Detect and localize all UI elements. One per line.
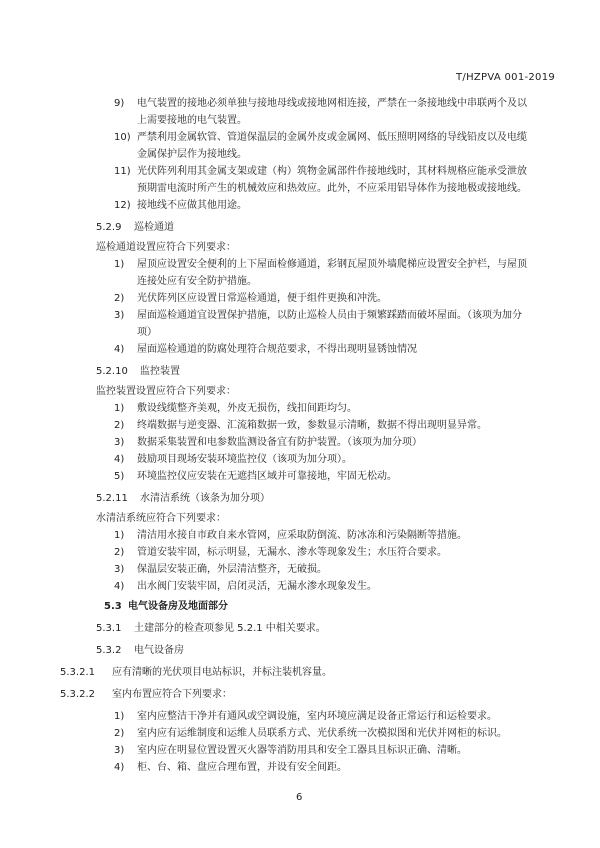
list-item-number: 11) (114, 166, 131, 177)
section-title: 电气设备房及地面部分 (128, 601, 228, 612)
list-item-text: 清洁用水接自市政自来水管网，应采取防倒流、防冰冻和污染隔断等措施。 (137, 530, 467, 541)
list-item-number: 12) (114, 200, 131, 211)
document-code: T/HZPVA 001-2019 (456, 72, 556, 83)
section-title: 电气设备房 (134, 645, 184, 656)
section-number: 5.3 (104, 601, 122, 612)
section-number: 5.2.9 (96, 222, 122, 233)
list-item-text: 上需要接地的电气装置。 (137, 115, 247, 126)
section-number: 5.3.2 (96, 645, 122, 656)
list-item-text: 连接处应有安全防护措施。 (137, 276, 257, 287)
section-number: 5.3.2.2 (60, 689, 95, 700)
list-item-text: 屋面巡检通道的防腐处理符合规范要求，不得出现明显锈蚀情况 (137, 344, 417, 355)
section-text: 应有清晰的光伏项目电站标识，并标注装机容量。 (112, 667, 332, 678)
list-item-text: 接地线不应做其他用途。 (137, 200, 247, 211)
section-text: 室内布置应符合下列要求： (112, 689, 232, 700)
list-item-number: 3) (114, 564, 125, 575)
section-intro: 监控装置设置应符合下列要求： (96, 386, 236, 397)
list-item-text: 保温层安装正确，外层清洁整齐，无破损。 (137, 564, 327, 575)
section-number: 5.2.11 (96, 493, 128, 504)
list-item-text: 数据采集装置和电参数监测设备宜有防护装置。（该项为加分项） (137, 437, 422, 448)
list-item-number: 2) (114, 728, 125, 739)
list-item-text: 柜、台、箱、盘应合理布置，并设有安全间距。 (137, 762, 347, 773)
list-item-number: 4) (114, 344, 125, 355)
list-item-number: 2) (114, 293, 125, 304)
list-item-text: 敷设线缆整齐美观，外皮无损伤，线扣间距均匀。 (137, 403, 357, 414)
list-item-number: 3) (114, 310, 125, 321)
list-item-number: 3) (114, 745, 125, 756)
list-item-text: 室内应在明显位置设置灭火器等消防用具和安全工器具且标识正确、清晰。 (137, 745, 467, 756)
list-item-number: 1) (114, 530, 125, 541)
list-item-text: 室内应有运维制度和运维人员联系方式、光伏系统一次模拟图和光伏并网柜的标识。 (137, 728, 507, 739)
list-item-number: 4) (114, 762, 125, 773)
list-item-number: 3) (114, 437, 125, 448)
list-item-number: 9) (114, 98, 125, 109)
section-title: 水清洁系统（该条为加分项） (140, 493, 270, 504)
list-item-number: 4) (114, 581, 125, 592)
page-number: 6 (296, 792, 303, 803)
list-item-text: 电气装置的接地必须单独与接地母线或接地网相连接，严禁在一条接地线中串联两个及以 (137, 98, 527, 109)
section-intro: 水清洁系统应符合下列要求： (96, 513, 226, 524)
section-title: 巡检通道 (134, 222, 174, 233)
list-item-text: 屋顶应设置安全便利的上下屋面检修通道，彩钢瓦屋顶外墙爬梯应设置安全护栏，与屋顶 (137, 259, 527, 270)
list-item-text: 管道安装牢固，标示明显，无漏水、渗水等现象发生；水压符合要求。 (137, 547, 447, 558)
list-item-text: 光伏阵列区应设置日常巡检通道，便于组件更换和冲洗。 (137, 293, 387, 304)
list-item-number: 1) (114, 259, 125, 270)
section-number: 5.3.2.1 (60, 667, 95, 678)
list-item-text: 室内应整洁干净并有通风或空调设施，室内环境应满足设备正常运行和运检要求。 (137, 711, 497, 722)
list-item-text: 光伏阵列利用其金属支架或建（构）筑物金属部件作接地线时，其材料规格应能承受泄放 (137, 166, 527, 177)
list-item-number: 1) (114, 403, 125, 414)
list-item-text: 屋面巡检通道宜设置保护措施，以防止巡检人员由于频繁踩踏而破坏屋面。（该项为加分 (137, 310, 522, 321)
section-intro: 巡检通道设置应符合下列要求： (96, 242, 236, 253)
list-item-number: 2) (114, 547, 125, 558)
section-number: 5.2.10 (96, 366, 128, 377)
list-item-number: 5) (114, 471, 125, 482)
list-item-text: 预期雷电流时所产生的机械效应和热效应。此外，不应采用铝导体作为接地极或接地线。 (137, 183, 527, 194)
section-text: 土建部分的检查项参见 5.2.1 中相关要求。 (134, 623, 326, 634)
section-number: 5.3.1 (96, 623, 122, 634)
list-item-text: 严禁利用金属软管、管道保温层的金属外皮或金属网、低压照明网络的导线铅皮以及电缆 (137, 132, 527, 143)
list-item-number: 10) (114, 132, 131, 143)
list-item-number: 1) (114, 711, 125, 722)
list-item-text: 出水阀门安装牢固，启闭灵活，无漏水渗水现象发生。 (137, 581, 377, 592)
section-title: 监控装置 (140, 366, 180, 377)
list-item-text: 鼓励项目现场安装环境监控仪（该项为加分项）。 (137, 454, 352, 465)
list-item-text: 环境监控仪应安装在无遮挡区域并可靠接地，牢固无松动。 (137, 471, 397, 482)
list-item-number: 2) (114, 420, 125, 431)
list-item-text: 项） (137, 327, 157, 338)
list-item-text: 终端数据与逆变器、汇流箱数据一致，参数显示清晰，数据不得出现明显异常。 (137, 420, 487, 431)
list-item-text: 金属保护层作为接地线。 (137, 149, 247, 160)
list-item-number: 4) (114, 454, 125, 465)
